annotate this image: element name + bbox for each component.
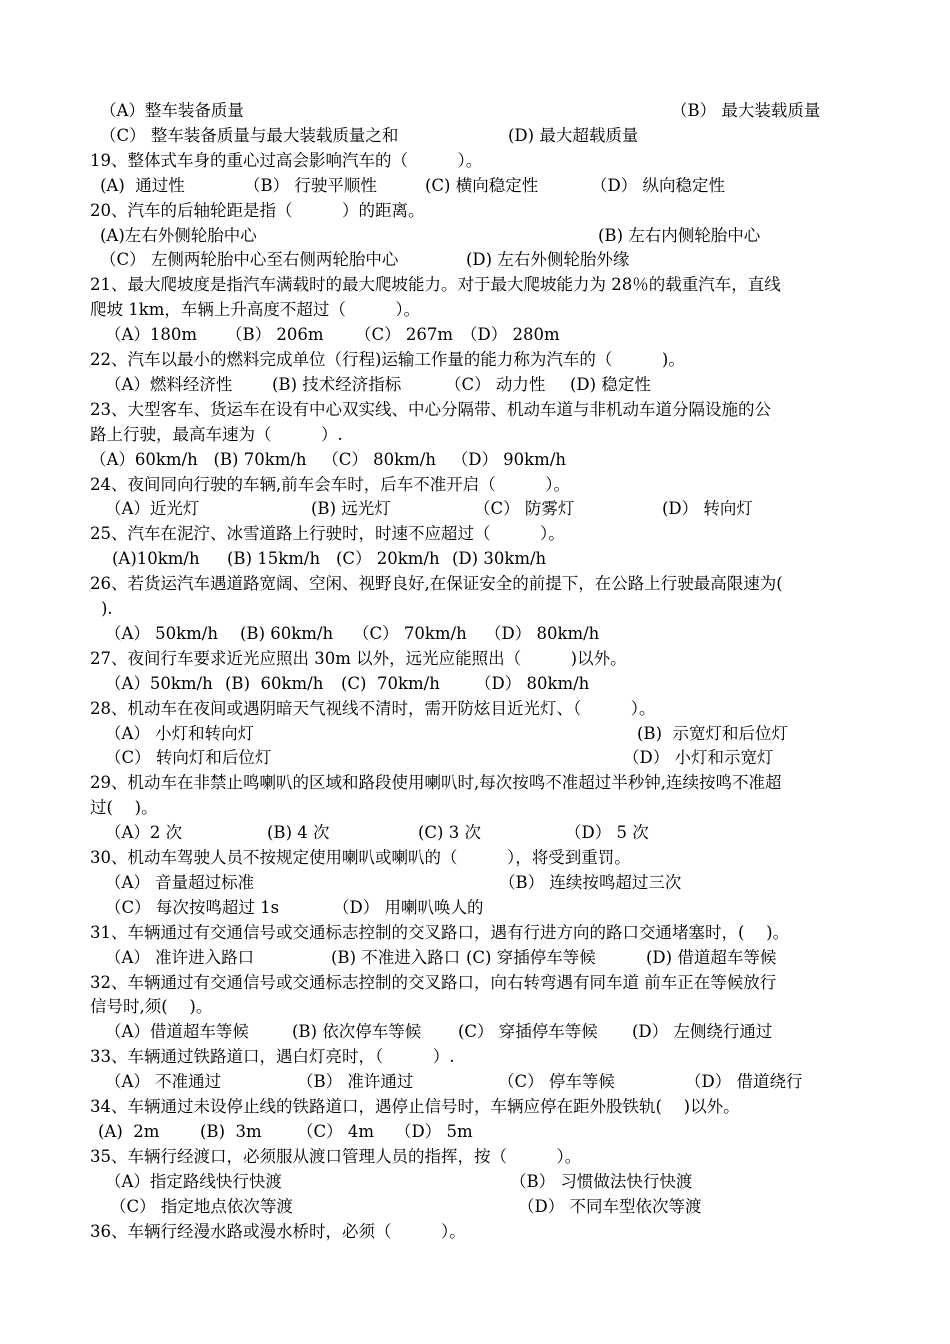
question-text: 33、车辆通过铁路道口，遇白灯亮时，（ ）.	[90, 1047, 455, 1066]
answer-option: (C) 3 次	[418, 823, 481, 842]
question-line	[0, 347, 950, 372]
answer-option: (D) 借道超车等候	[646, 948, 777, 967]
answer-option: (B) 4 次	[267, 823, 330, 842]
question-line	[0, 198, 950, 223]
question-text: 过( )。	[90, 798, 158, 817]
answer-option: （B） 最大装载质量	[671, 101, 821, 120]
question-line	[0, 1219, 950, 1244]
question-text: 爬坡 1km，车辆上升高度不超过（ ）。	[90, 300, 421, 319]
question-line	[0, 571, 950, 596]
question-line	[0, 397, 950, 422]
question-text: 22、汽车以最小的燃料完成单位（行程)运输工作量的能力称为汽车的（ )。	[90, 350, 685, 369]
answer-option: (D) 30km/h	[452, 549, 547, 568]
option-line	[0, 1019, 950, 1044]
option-line	[0, 1069, 950, 1094]
answer-option: （A）180m	[105, 325, 198, 344]
question-text: 31、车辆通过有交通信号或交通标志控制的交叉路口，遇有行进方向的路口交通堵塞时，( )。	[90, 923, 790, 942]
answer-option: （C） 转向灯和后位灯	[105, 748, 272, 767]
answer-option: （C） 70km/h	[353, 624, 467, 643]
option-line	[0, 870, 950, 895]
answer-option: （A）借道超车等候	[105, 1022, 249, 1041]
question-text: 25、汽车在泥泞、冰雪道路上行驶时，时速不应超过（ ）。	[90, 524, 565, 543]
option-line	[0, 621, 950, 646]
answer-option: （A） 小灯和转向灯	[105, 724, 255, 743]
question-text: 信号时,须( )。	[90, 997, 213, 1016]
option-line	[0, 223, 950, 248]
answer-option: （C） 每次按鸣超过 1s	[105, 898, 280, 917]
answer-option: (D） 左侧绕行通过	[632, 1022, 773, 1041]
option-line	[0, 671, 950, 696]
question-line	[0, 646, 950, 671]
question-line	[0, 970, 950, 995]
question-text: 34、车辆通过未设停止线的铁路道口，遇停止信号时，车辆应停在距外股铁轨( )以外。	[90, 1097, 740, 1116]
question-text: 26、若货运汽车遇道路宽阔、空闲、视野良好,在保证安全的前提下，在公路上行驶最高限速为(	[90, 574, 783, 593]
answer-option: （A）燃料经济性	[105, 375, 233, 394]
question-line	[0, 1044, 950, 1069]
question-line	[0, 994, 950, 1019]
answer-option: (B) 60km/h	[240, 624, 334, 643]
question-line	[0, 297, 950, 322]
answer-option: (A)左右外侧轮胎中心	[100, 226, 257, 245]
answer-option: （A） 音量超过标准	[105, 873, 255, 892]
answer-option: (C) 穿插停车等候	[466, 948, 596, 967]
answer-option: (B) 15km/h	[227, 549, 321, 568]
question-text: 29、机动车在非禁止鸣喇叭的区域和路段使用喇叭时,每次按鸣不准超过半秒钟,连续按鸣不准超	[90, 773, 782, 792]
answer-option: (A) 通过性	[100, 176, 185, 195]
option-line	[0, 123, 950, 148]
option-line	[0, 322, 950, 347]
question-text: 32、车辆通过有交通信号或交通标志控制的交叉路口，向右转弯遇有同车道 前车正在等候放行	[90, 973, 777, 992]
answer-option: （A） 准许进入路口	[105, 948, 255, 967]
answer-option: (A)10km/h	[112, 549, 200, 568]
question-line	[0, 596, 950, 621]
answer-option: (C） 20km/h	[336, 549, 440, 568]
question-line	[0, 148, 950, 173]
question-line	[0, 920, 950, 945]
answer-option: （B） 206m	[226, 325, 324, 344]
question-line	[0, 770, 950, 795]
question-text: 21、最大爬坡度是指汽车满载时的最大爬坡能力。对于最大爬坡能力为 28％的载重汽车，直线	[90, 275, 781, 294]
question-text: 28、机动车在夜间或遇阴暗天气视线不清时，需开防炫目近光灯、（ ）。	[90, 699, 656, 718]
option-line	[0, 1119, 950, 1144]
answer-option: (B) 3m	[200, 1122, 262, 1141]
answer-option: (D) 左右外侧轮胎外缘	[466, 250, 630, 269]
answer-option: （C） 267m	[355, 325, 454, 344]
answer-option: （A）50km/h	[105, 674, 213, 693]
answer-option: （D） 280m	[461, 325, 560, 344]
answer-option: (D) 稳定性	[570, 375, 651, 394]
option-line	[0, 247, 950, 272]
answer-option: （D） 用喇叭唤人的	[333, 898, 484, 917]
answer-option: （A）2 次	[105, 823, 183, 842]
answer-option: （C） 左侧两轮胎中心至右侧两轮胎中心	[100, 250, 399, 269]
answer-option: （A）60km/h (B) 70km/h （C） 80km/h （D） 90km/h	[90, 450, 567, 469]
answer-option: (B) 远光灯	[311, 499, 391, 518]
answer-option: （D） 借道绕行	[685, 1072, 803, 1091]
question-text: 36、车辆行经漫水路或漫水桥时，必须（ ）。	[90, 1222, 466, 1241]
option-line	[0, 372, 950, 397]
question-line	[0, 1094, 950, 1119]
answer-option: （B） 连续按鸣超过三次	[499, 873, 682, 892]
question-text: 24、夜间同向行驶的车辆,前车会车时，后车不准开启（ ）。	[90, 475, 570, 494]
option-line	[0, 820, 950, 845]
question-text: 35、车辆行经渡口，必须服从渡口管理人员的指挥，按（ ）。	[90, 1147, 582, 1166]
question-line	[0, 272, 950, 297]
answer-option: （A）近光灯	[105, 499, 200, 518]
question-line	[0, 472, 950, 497]
answer-option: （D） 80km/h	[475, 674, 590, 693]
option-line	[0, 895, 950, 920]
question-line	[0, 696, 950, 721]
option-line	[0, 546, 950, 571]
answer-option: (B) 左右内侧轮胎中心	[598, 226, 761, 245]
option-line	[0, 745, 950, 770]
answer-option: （B） 习惯做法快行快渡	[510, 1172, 693, 1191]
option-line	[0, 945, 950, 970]
answer-option: （B） 行驶平顺性	[244, 176, 377, 195]
question-text: 23、大型客车、货运车在设有中心双实线、中心分隔带、机动车道与非机动车道分隔设施的公	[90, 400, 771, 419]
answer-option: (B) 技术经济指标	[272, 375, 402, 394]
answer-option: （C） 动力性	[445, 375, 546, 394]
answer-option: （A） 不准通过	[105, 1072, 222, 1091]
answer-option: （D） 纵向稳定性	[591, 176, 725, 195]
question-text: 30、机动车驾驶人员不按规定使用喇叭或喇叭的（ ），将受到重罚。	[90, 848, 631, 867]
answer-option: (A) 2m	[98, 1122, 160, 1141]
answer-option: （A）整车装备质量	[100, 101, 244, 120]
answer-option: (B) 依次停车等候	[292, 1022, 422, 1041]
answer-option: （D） 不同车型依次等渡	[518, 1197, 702, 1216]
answer-option: （C） 4m	[297, 1122, 375, 1141]
answer-option: （C） 指定地点依次等渡	[110, 1197, 293, 1216]
question-line	[0, 1144, 950, 1169]
question-line	[0, 422, 950, 447]
option-line	[0, 98, 950, 123]
answer-option: (C) 横向稳定性	[425, 176, 539, 195]
answer-option: （D） 5 次	[565, 823, 649, 842]
option-line	[0, 1169, 950, 1194]
answer-option: （C） 整车装备质量与最大装载质量之和	[100, 126, 399, 145]
question-text: 路上行驶，最高车速为（ ）.	[90, 425, 343, 444]
answer-option: (D） 转向灯	[662, 499, 753, 518]
answer-option: （B） 准许通过	[297, 1072, 414, 1091]
answer-option: (B) 不准进入路口	[331, 948, 461, 967]
answer-option: （D） 小灯和示宽灯	[623, 748, 774, 767]
answer-option: (B) 示宽灯和后位灯	[637, 724, 788, 743]
question-text: 19、整体式车身的重心过高会影响汽车的（ ）。	[90, 151, 483, 170]
answer-option: （D） 80km/h	[485, 624, 600, 643]
answer-option: (C) 70km/h	[341, 674, 440, 693]
option-line	[0, 496, 950, 521]
answer-option: （A） 50km/h	[105, 624, 218, 643]
answer-option: （C） 停车等候	[498, 1072, 615, 1091]
option-line	[0, 173, 950, 198]
option-line	[0, 721, 950, 746]
answer-option: （D） 5m	[395, 1122, 473, 1141]
answer-option: （A）指定路线快行快渡	[105, 1172, 282, 1191]
question-text: ).	[101, 599, 113, 618]
answer-option: （C） 防雾灯	[474, 499, 575, 518]
answer-option: (B) 60km/h	[225, 674, 324, 693]
answer-option: (C） 穿插停车等候	[458, 1022, 598, 1041]
option-line	[0, 1194, 950, 1219]
question-line	[0, 795, 950, 820]
question-line	[0, 521, 950, 546]
answer-option: (D) 最大超载质量	[508, 126, 639, 145]
question-text: 27、夜间行车要求近光应照出 30m 以外，远光应能照出（ )以外。	[90, 649, 627, 668]
question-text: 20、汽车的后轴轮距是指（ ）的距离。	[90, 201, 425, 220]
option-line	[0, 447, 950, 472]
question-line	[0, 845, 950, 870]
